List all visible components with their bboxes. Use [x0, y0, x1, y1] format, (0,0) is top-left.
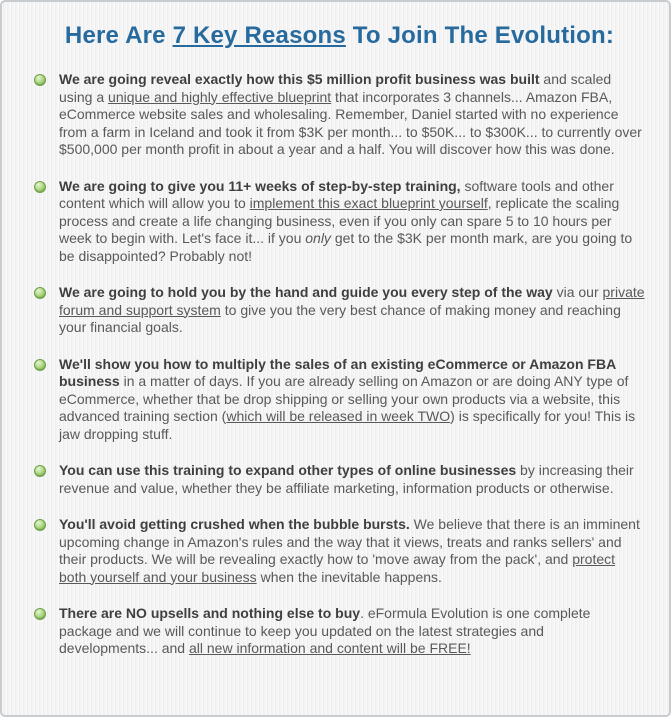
reason-text [59, 462, 634, 496]
reason-segment: You can use this training to expand other types of online businesses [59, 462, 517, 478]
green-bullet-icon [34, 181, 46, 193]
underlined-text: all new information and content will be FREE! [188, 640, 471, 656]
green-bullet-icon [34, 287, 46, 299]
title-prefix: Here Are [64, 22, 173, 49]
reason-segment: There are NO upsells and nothing else to buy [59, 605, 361, 621]
reason-segment: and scaled using a [59, 71, 612, 105]
reasons-list [34, 71, 645, 658]
reason-segment: We are going to hold you by the hand and guide you every step of the way [59, 284, 553, 300]
reason-segment: You'll avoid getting crushed when the bubble bursts. [59, 516, 410, 532]
reason-item-7 [34, 605, 645, 658]
reason-segment: to give you the very best chance of making money and reaching your financial goals. [59, 301, 621, 335]
reason-segment: ) is specifically for you! This is jaw dropping stuff. [59, 408, 636, 442]
underlined-text: implement this exact blueprint yourself [249, 195, 488, 211]
reason-segment: We'll show you how to multiply the sales of an existing eCommerce or Amazon FBA business [59, 355, 616, 389]
reason-segment: software tools and other content which will allow you to [59, 177, 614, 211]
reason-text [59, 516, 640, 585]
underlined-text: private forum and support system [59, 284, 645, 318]
reason-text [59, 71, 642, 157]
page-title [34, 22, 645, 50]
reason-segment: by increasing their revenue and value, whether they be affiliate marketing, information products or otherwise. [59, 462, 634, 496]
reason-item-5 [34, 462, 645, 497]
reason-segment: in a matter of days. If you are already selling on Amazon or are doing ANY type of eCommerce, whether that be drop shipping or selling your own products via a website, this advanced training section ( [59, 373, 629, 424]
reason-segment: via our [552, 284, 603, 300]
reason-item-6 [34, 516, 645, 586]
reason-item-4 [34, 356, 645, 444]
underlined-text: which will be released in week TWO [226, 408, 451, 424]
title-underlined-phrase: 7 Key Reasons [172, 22, 346, 49]
title-suffix: To Join The Evolution: [345, 22, 615, 49]
green-bullet-icon [34, 608, 46, 620]
green-bullet-icon [34, 465, 46, 477]
reason-segment: only [305, 230, 331, 246]
underlined-text: protect both yourself and your business [59, 551, 616, 585]
green-bullet-icon [34, 74, 46, 86]
reason-text [59, 284, 645, 335]
reason-segment: get to the $3K per month mark, are you going to be disappointed? Probably not! [59, 230, 633, 264]
reason-segment: We believe that there is an imminent upcoming change in Amazon's rules and the way that it views, treats and ranks sellers' and their products. We will be revealing exactly how to 'move away from the pack', and [59, 516, 640, 567]
reason-item-3 [34, 284, 645, 337]
underlined-text: unique and highly effective blueprint [108, 88, 332, 105]
reason-segment: , replicate the scaling process and create a life changing business, even if you only can spare 5 to 10 hours per week to begin with. Let's face it... if you [59, 195, 620, 246]
reason-segment: We are going reveal exactly how this $5 million profit business was built [59, 71, 540, 87]
reason-item-1 [34, 71, 645, 159]
reason-item-2 [34, 178, 645, 266]
green-bullet-icon [34, 359, 46, 371]
reason-text [59, 178, 632, 264]
reason-text [59, 605, 590, 656]
reason-segment: that incorporates 3 channels... Amazon FBA, eCommerce website sales and wholesaling. Remember, Daniel started with no experience from a farm in Iceland and took it from $3K per month... to $50K... to $300K... to currently over $500,000 per month profit in about a year and a half. You will discover how this was done. [59, 88, 642, 157]
reason-segment: when the inevitable happens. [256, 568, 442, 585]
reason-text [59, 356, 635, 442]
green-bullet-icon [34, 519, 46, 531]
reason-segment: We are going to give you 11+ weeks of step-by-step training, [59, 177, 461, 194]
reason-segment: . eFormula Evolution is one complete package and we will continue to keep you updated on the latest strategies and developments... and [59, 605, 591, 656]
